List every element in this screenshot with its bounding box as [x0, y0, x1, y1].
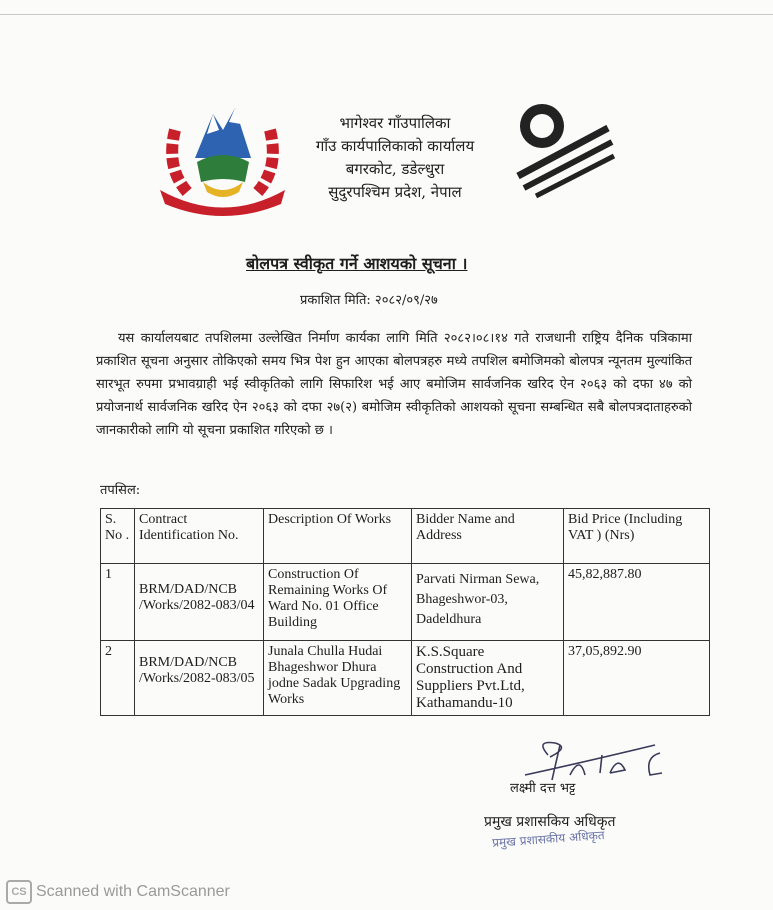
header-contract-id: Contract Identification No.: [135, 509, 264, 564]
scan-edge-line: [0, 14, 773, 15]
designation-stamp: प्रमुख प्रशासकीय अधिकृत: [491, 828, 606, 850]
cell-description: Construction Of Remaining Works Of Ward No. 01 Office Building: [264, 564, 412, 641]
cell-contract-id: BRM/DAD/NCB /Works/2082-083/05: [135, 641, 264, 716]
cell-sno: 2: [101, 641, 135, 716]
cell-sno: 1: [101, 564, 135, 641]
details-label: तपसिल:: [100, 483, 141, 498]
publish-date: प्रकाशित मिति: २०८२/०९/२७: [300, 293, 438, 308]
header-sno: S. No .: [101, 509, 135, 564]
header-description: Description Of Works: [264, 509, 412, 564]
header-bidder: Bidder Name and Address: [412, 509, 564, 564]
table-row: [101, 641, 710, 716]
header-line: बगरकोट, डडेल्धुरा: [345, 160, 445, 178]
camscanner-logo-icon: CS: [6, 880, 32, 904]
table-header-row: [101, 509, 710, 564]
header-line: गाँउ कार्यपालिकाको कार्यालय: [315, 137, 475, 155]
watermark-text: Scanned with CamScanner: [36, 883, 230, 900]
cell-bid-price: 37,05,892.90: [564, 641, 710, 716]
header-line: भागेश्वर गाँउपालिका: [339, 114, 451, 132]
cell-bidder: K.S.Square Construction And Suppliers Pvt.Ltd, Kathamandu-10: [412, 641, 564, 716]
office-header: [290, 112, 500, 204]
nepal-emblem-icon: [155, 100, 290, 218]
notice-title: बोलपत्र स्वीकृत गर्ने आशयको सूचना ।: [246, 254, 468, 273]
office-stamp-icon: [508, 98, 618, 198]
cell-description: Junala Chulla Hudai Bhageshwor Dhura jodne Sadak Upgrading Works: [264, 641, 412, 716]
camscanner-watermark: [6, 880, 230, 904]
signatory-name: लक्ष्मी दत्त भट्ट: [510, 781, 576, 796]
cell-bidder: Parvati Nirman Sewa, Bhageshwor-03, Dadeldhura: [412, 564, 564, 641]
header-line: सुदुरपश्चिम प्रदेश, नेपाल: [328, 183, 462, 201]
header-bid-price: Bid Price (Including VAT ) (Nrs): [564, 509, 710, 564]
cell-bid-price: 45,82,887.80: [564, 564, 710, 641]
notice-body: यस कार्यालयबाट तपशिलमा उल्लेखित निर्माण कार्यका लागि मिति २०८२।०८।१४ गते राजधानी राष्ट्रिय दैनिक पत्रिकामा प्रकाशित सूचना अनुसार तोकिएको समय भित्र पेश हुन आएका बोलपत्रहरु मध्ये तपशिल बमोजिमको बोलपत्र न्यूनतम मुल्यांकित सारभूत रुपमा प्रभावग्राही भई स्वीकृतिको लागि सिफारिश भई आए बमोजिम सार्वजनिक खरिद ऐन २०६३ को दफा ४७ को प्रयोजनार्थ सार्वजनिक खरिद ऐन २०६३ को दफा २७(२) बमोजिम स्वीकृतिको आशयको सूचना सम्बन्धित सबै बोलपत्रदाताहरुको जानकारीको लागि यो सूचना प्रकाशित गरिएको छ ।: [96, 331, 692, 438]
table-row: [101, 564, 710, 641]
cell-contract-id: BRM/DAD/NCB /Works/2082-083/04: [135, 564, 264, 641]
signatory-designation: प्रमुख प्रशासकिय अधिकृत: [484, 814, 616, 830]
contract-table: [100, 508, 710, 716]
